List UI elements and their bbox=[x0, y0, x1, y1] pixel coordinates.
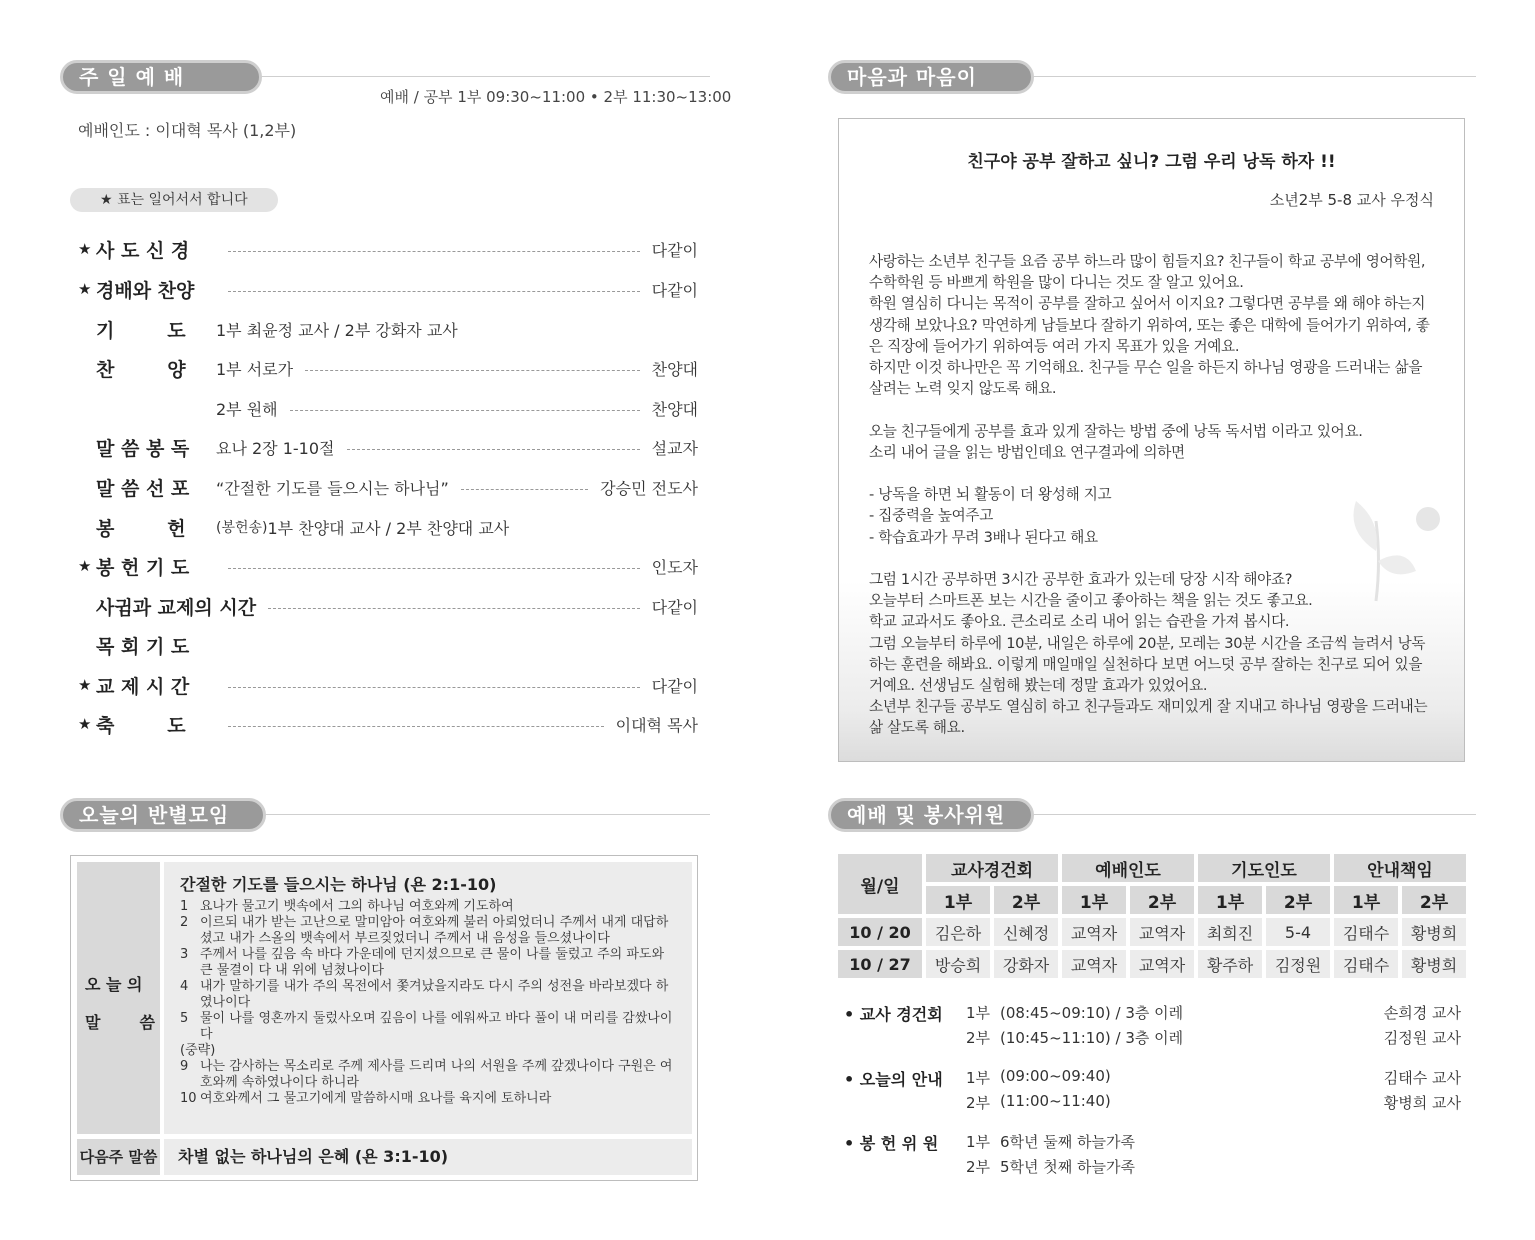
essay-paragraph: - 집중력을 높여주고 bbox=[869, 507, 994, 525]
stand-note: ★ 표는 일어서서 합니다 bbox=[70, 188, 278, 212]
row-date: 10 / 27 bbox=[838, 950, 922, 978]
divider bbox=[1028, 76, 1476, 77]
info-detail: (10:45~11:10) / 3층 이레 bbox=[1000, 1029, 1184, 1047]
info-person: 황병희 교사 bbox=[1383, 1094, 1461, 1112]
order-value: 설교자 bbox=[651, 438, 698, 458]
verse-line bbox=[180, 1091, 678, 1107]
info-detail: 6학년 둘째 하늘가족 bbox=[1000, 1133, 1136, 1151]
order-value: 다같이 bbox=[651, 280, 698, 300]
group-section-header bbox=[60, 798, 710, 832]
star-mark: ★ bbox=[78, 676, 92, 694]
order-value: 찬양대 bbox=[651, 359, 698, 379]
order-value: 다같이 bbox=[651, 240, 698, 260]
order-value: 다같이 bbox=[651, 597, 698, 617]
duty-cell: 교역자 bbox=[1062, 950, 1126, 978]
dotted-leader bbox=[461, 489, 588, 490]
group-header: 안내책임 bbox=[1334, 854, 1466, 882]
verse-text: 주께서 나를 깊음 속 바다 가운데에 던지셨으므로 큰 물이 나를 둘렀고 주의 파도와 큰 물결이 다 내 위에 넘쳤나이다 bbox=[200, 947, 665, 978]
duty-cell: 김태수 bbox=[1334, 950, 1398, 978]
info-detail: (08:45~09:10) / 3층 이레 bbox=[1000, 1004, 1184, 1022]
essay-title: 친구야 공부 잘하고 싶니? 그럼 우리 낭독 하자 !! bbox=[967, 152, 1336, 172]
duty-cell: 최희진 bbox=[1198, 918, 1262, 946]
dotted-leader bbox=[228, 291, 640, 292]
divider bbox=[260, 76, 710, 77]
verse-number: 4 bbox=[180, 979, 189, 994]
essay-paragraph: 오늘부터 스마트폰 보는 시간을 줄이고 좋아하는 책을 읽는 것도 좋고요. bbox=[869, 592, 1313, 610]
verse-number: 10 bbox=[180, 1091, 197, 1106]
info-label: • 교사 경건회 bbox=[844, 1005, 943, 1024]
section-title: 마음과 마음이 bbox=[828, 60, 1034, 94]
part-header: 1부 bbox=[1334, 886, 1398, 914]
order-label: 기 도 bbox=[96, 319, 186, 342]
verse-line bbox=[180, 915, 678, 947]
order-value: 찬양대 bbox=[651, 399, 698, 419]
info-label: • 오늘의 안내 bbox=[844, 1070, 943, 1089]
row-date: 10 / 20 bbox=[838, 918, 922, 946]
dotted-leader bbox=[268, 608, 640, 609]
word-label-2: 말 씀 bbox=[85, 1013, 155, 1032]
duty-section-header bbox=[828, 798, 1476, 832]
order-detail: 요나 2장 1-10절 bbox=[216, 438, 335, 458]
essay-paragraph: - 학습효과가 무려 3배나 된다고 해요 bbox=[869, 528, 1098, 546]
duty-cell: 교역자 bbox=[1130, 918, 1194, 946]
date-header: 월/일 bbox=[838, 854, 922, 914]
essay-paragraph: 소년부 친구들 공부도 열심히 하고 친구들과도 재미있게 잘 지내고 하나님 영광을 드러내는 삶 살도록 해요. bbox=[869, 698, 1428, 737]
order-item bbox=[78, 670, 698, 700]
dotted-leader bbox=[290, 410, 640, 411]
info-person: 김태수 교사 bbox=[1383, 1069, 1461, 1087]
verse-line bbox=[180, 1059, 678, 1091]
order-item bbox=[78, 353, 698, 383]
info-label: • 봉 헌 위 원 bbox=[844, 1134, 939, 1153]
dotted-leader bbox=[228, 251, 640, 252]
dotted-leader bbox=[305, 370, 640, 371]
order-label: 사귐과 교제의 시간 bbox=[96, 596, 257, 619]
order-item bbox=[78, 393, 698, 423]
duty-cell: 5-4 bbox=[1266, 918, 1330, 946]
order-item bbox=[78, 274, 698, 304]
duty-cell: 김태수 bbox=[1334, 918, 1398, 946]
verse-text: 이르되 내가 받는 고난으로 말미암아 여호와께 불러 아뢰었더니 주께서 내게 대답하셨고 내가 스올의 뱃속에서 부르짖었더니 주께서 내 음성을 들으셨나이다 bbox=[200, 915, 669, 946]
order-label: 목 회 기 도 bbox=[96, 635, 190, 658]
info-part: 1부 bbox=[966, 1004, 991, 1022]
order-label: 봉 헌 bbox=[96, 517, 186, 540]
essay-paragraph: 그럼 오늘부터 하루에 10분, 내일은 하루에 20분, 모레는 30분 시간을 조금씩 늘려서 낭독하는 훈련을 해봐요. 이렇게 매일매일 실천하다 보면 어느덧 공부 잘하는 친구로 되어 있을 거예요. 선생님도 실험해 봤는데 정말 효과가 있었어요. bbox=[869, 634, 1426, 695]
essay-paragraph: 오늘 친구들에게 공부를 효과 있게 잘하는 방법 중에 낭독 독서법 이라고 있어요. bbox=[869, 422, 1363, 440]
duty-cell: 황주하 bbox=[1198, 950, 1262, 978]
duty-cell: 김정원 bbox=[1266, 950, 1330, 978]
duty-cell: 황병희 bbox=[1402, 950, 1466, 978]
part-header: 1부 bbox=[1062, 886, 1126, 914]
verse-line bbox=[180, 1011, 678, 1043]
essay-paragraph: - 낭독을 하면 뇌 활동이 더 왕성해 지고 bbox=[869, 486, 1112, 504]
verse-number: 2 bbox=[180, 915, 189, 930]
section-title: 주 일 예 배 bbox=[60, 60, 262, 94]
duty-cell: 강화자 bbox=[994, 950, 1058, 978]
duty-cell: 교역자 bbox=[1062, 918, 1126, 946]
order-value: 강승민 전도사 bbox=[600, 478, 698, 498]
order-label: 경배와 찬양 bbox=[96, 279, 195, 302]
order-detail: 1부 서로가 bbox=[216, 359, 294, 379]
order-item bbox=[78, 591, 698, 621]
order-item bbox=[78, 512, 698, 542]
star-mark: ★ bbox=[78, 557, 92, 575]
verse-text: 물이 나를 영혼까지 둘렀사오며 깊음이 나를 에워싸고 바다 풀이 내 머리를 감쌌나이다 bbox=[200, 1011, 673, 1042]
worship-leader: 예배인도 : 이대혁 목사 (1,2부) bbox=[78, 121, 297, 140]
essay-author: 소년2부 5-8 교사 우정식 bbox=[1269, 191, 1434, 209]
verse-line bbox=[180, 899, 678, 915]
info-part: 2부 bbox=[966, 1094, 991, 1112]
verse-text: 나는 감사하는 목소리로 주께 제사를 드리며 나의 서원을 주께 갚겠나이다 구원은 여호와께 속하였나이다 하니라 bbox=[200, 1059, 673, 1090]
verse-number: 9 bbox=[180, 1059, 189, 1074]
info-detail: 5학년 첫째 하늘가족 bbox=[1000, 1158, 1136, 1176]
divider bbox=[1028, 814, 1476, 815]
info-part: 1부 bbox=[966, 1133, 991, 1151]
verse-number: 3 bbox=[180, 947, 189, 962]
star-mark: ★ bbox=[78, 280, 92, 298]
info-detail: (09:00~09:40) bbox=[1000, 1067, 1111, 1085]
dotted-leader bbox=[347, 449, 640, 450]
essay-paragraph: 학교 교과서도 좋아요. 큰소리로 소리 내어 읽는 습관을 가져 봅시다. bbox=[869, 613, 1290, 631]
dotted-leader bbox=[228, 568, 640, 569]
next-label: 다음주 말씀 bbox=[77, 1139, 160, 1175]
order-item bbox=[78, 630, 698, 660]
order-label: 교 제 시 간 bbox=[96, 675, 190, 698]
info-part: 2부 bbox=[966, 1029, 991, 1047]
section-title: 오늘의 반별모임 bbox=[60, 798, 266, 832]
verse-line bbox=[180, 979, 678, 1011]
word-label-1: 오 늘 의 bbox=[85, 975, 143, 994]
info-person: 손희경 교사 bbox=[1383, 1004, 1461, 1022]
essay-paragraph: 학원 열심히 다니는 목적이 공부를 잘하고 싶어서 이지요? 그렇다면 공부를 왜 해야 하는지 생각해 보았나요? 막연하게 남들보다 잘하기 위하여, 또는 좋은 대학에 들어가기 위하여, 좋은 직장에 들어가기 위하여등 여러 가지 목표가 있을 거예요. bbox=[869, 295, 1430, 355]
part-header: 2부 bbox=[994, 886, 1058, 914]
order-label: 사 도 신 경 bbox=[96, 239, 190, 262]
table-row bbox=[838, 950, 1466, 978]
verse-text: 내가 말하기를 내가 주의 목전에서 쫓겨났을지라도 다시 주의 성전을 바라보겠다 하였나이다 bbox=[200, 979, 669, 1010]
passage-title: 간절한 기도를 들으시는 하나님 (욘 2:1-10) bbox=[180, 875, 497, 894]
order-detail: 1부 최윤정 교사 / 2부 강화자 교사 bbox=[216, 320, 458, 340]
duty-table bbox=[834, 850, 1470, 982]
duty-cell: 방승희 bbox=[926, 950, 990, 978]
word-label-cell bbox=[77, 862, 160, 1134]
worship-time-info: 예배 / 공부 1부 09:30~11:00 • 2부 11:30~13:00 bbox=[380, 88, 732, 106]
order-item bbox=[78, 472, 698, 502]
order-value: 이대혁 목사 bbox=[615, 715, 698, 735]
info-detail: (11:00~11:40) bbox=[1000, 1092, 1111, 1110]
order-item bbox=[78, 314, 698, 344]
sprout-illustration bbox=[1336, 491, 1446, 611]
order-detail: “간절한 기도를 들으시는 하나님” bbox=[216, 478, 449, 498]
verse-text: 여호와께서 그 물고기에게 말씀하시매 요나를 육지에 토하니라 bbox=[200, 1091, 552, 1106]
dotted-leader bbox=[228, 726, 604, 727]
dotted-leader bbox=[228, 687, 640, 688]
verse-text: 요나가 물고기 뱃속에서 그의 하나님 여호와께 기도하여 bbox=[200, 899, 514, 914]
next-passage: 차별 없는 하나님의 은혜 (욘 3:1-10) bbox=[164, 1139, 692, 1175]
order-item bbox=[78, 234, 698, 264]
duty-cell: 김은하 bbox=[926, 918, 990, 946]
verse-number: 5 bbox=[180, 1011, 189, 1026]
essay-paragraph bbox=[869, 399, 1437, 420]
order-value: 다같이 bbox=[651, 676, 698, 696]
divider bbox=[260, 814, 710, 815]
star-mark: ★ bbox=[78, 240, 92, 258]
info-person: 김정원 교사 bbox=[1383, 1029, 1461, 1047]
table-row bbox=[838, 918, 1466, 946]
info-part: 1부 bbox=[966, 1069, 991, 1087]
essay-paragraph: 사랑하는 소년부 친구들 요즘 공부 하느라 많이 힘들지요? 친구들이 학교 공부에 영어학원, 수학학원 등 바쁘게 학원을 많이 다니는 것도 잘 알고 있어요. bbox=[869, 253, 1426, 292]
part-header: 2부 bbox=[1266, 886, 1330, 914]
star-mark: ★ bbox=[78, 715, 92, 733]
order-label: 말 씀 봉 독 bbox=[96, 437, 190, 460]
order-detail: 2부 원해 bbox=[216, 399, 278, 419]
duty-table-wrap bbox=[834, 850, 1470, 982]
verse-number: 1 bbox=[180, 899, 189, 914]
order-label: 찬 양 bbox=[96, 358, 186, 381]
duty-cell: 황병희 bbox=[1402, 918, 1466, 946]
duty-cell: 교역자 bbox=[1130, 950, 1194, 978]
group-header: 예배인도 bbox=[1062, 854, 1194, 882]
essay-paragraph bbox=[869, 463, 1437, 484]
verse-line bbox=[180, 947, 678, 979]
essay-paragraph: 하지만 이것 하나만은 꼭 기억해요. 친구들 무슨 일을 하든지 하나님 영광을 드러내는 삶을 살려는 노력 잊지 않도록 해요. bbox=[869, 359, 1423, 398]
info-part: 2부 bbox=[966, 1158, 991, 1176]
part-header: 2부 bbox=[1130, 886, 1194, 914]
duty-cell: 신혜정 bbox=[994, 918, 1058, 946]
order-item bbox=[78, 432, 698, 462]
essay-paragraph: 그럼 1시간 공부하면 3시간 공부한 효과가 있는데 당장 시작 해야죠? bbox=[869, 571, 1293, 589]
order-item bbox=[78, 551, 698, 581]
heart-box bbox=[838, 118, 1465, 762]
passage-cell bbox=[164, 862, 692, 1134]
order-detail: 1부 찬양대 교사 / 2부 찬양대 교사 bbox=[267, 518, 510, 538]
order-note: (봉헌송) bbox=[216, 520, 268, 536]
order-label: 축 도 bbox=[96, 714, 186, 737]
group-header: 교사경건회 bbox=[926, 854, 1058, 882]
heart-section-header bbox=[828, 60, 1476, 94]
part-header: 2부 bbox=[1402, 886, 1466, 914]
group-header: 기도인도 bbox=[1198, 854, 1330, 882]
verse-line bbox=[180, 1043, 678, 1059]
essay-paragraph: 소리 내어 글을 읽는 방법인데요 연구결과에 의하면 bbox=[869, 443, 1185, 461]
verse-text: (중략) bbox=[180, 1043, 216, 1058]
order-label: 봉 헌 기 도 bbox=[96, 556, 190, 579]
order-label: 말 씀 선 포 bbox=[96, 477, 190, 500]
verse-list bbox=[180, 899, 678, 1107]
part-header: 1부 bbox=[926, 886, 990, 914]
group-box bbox=[70, 855, 698, 1181]
part-header: 1부 bbox=[1198, 886, 1262, 914]
section-title: 예배 및 봉사위원 bbox=[828, 798, 1034, 832]
order-item bbox=[78, 709, 698, 739]
order-value: 인도자 bbox=[651, 557, 698, 577]
